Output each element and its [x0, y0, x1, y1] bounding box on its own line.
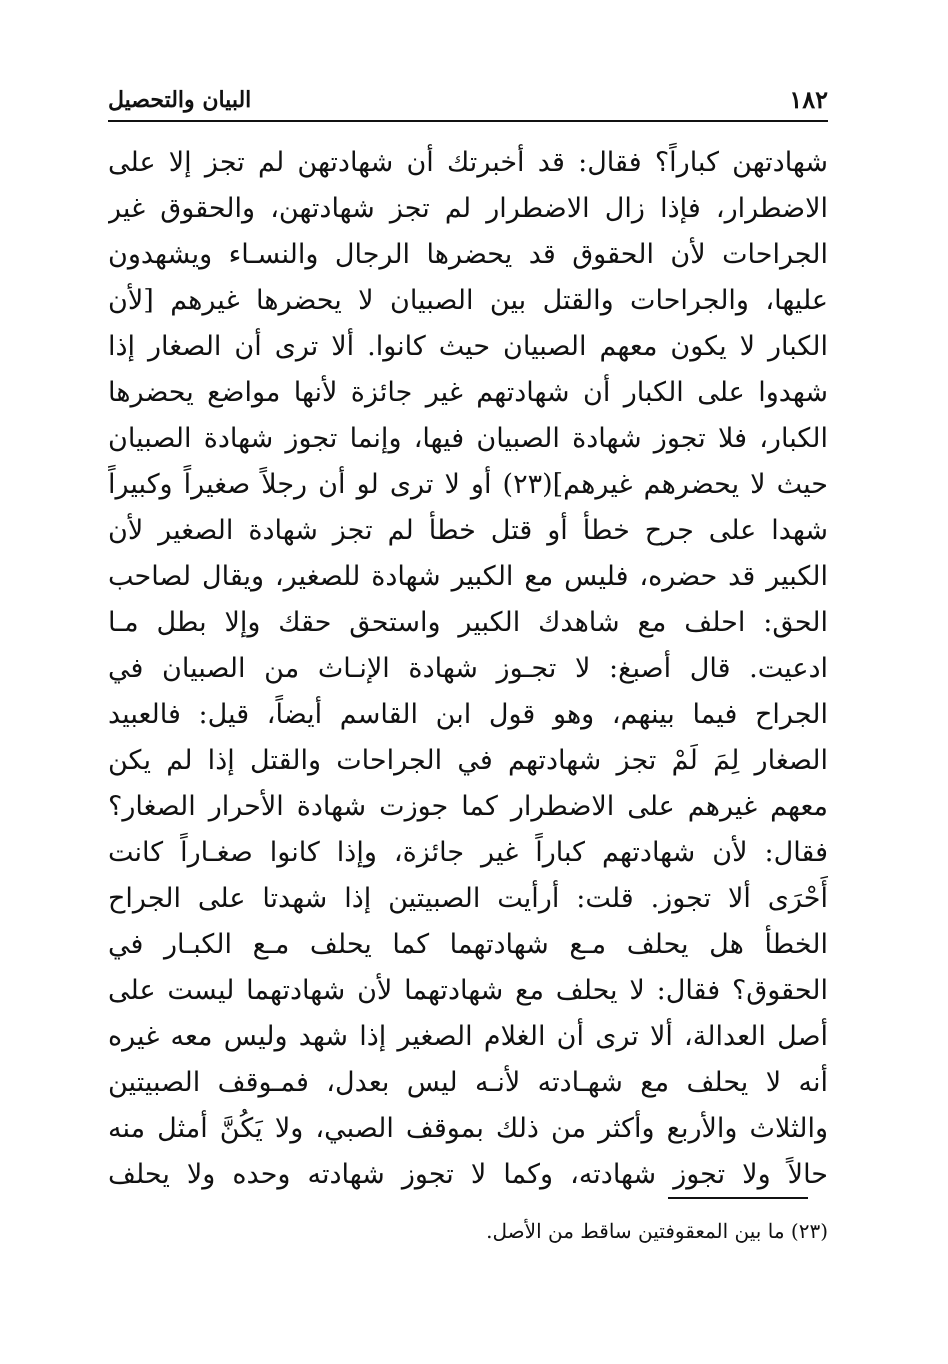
text-line: فقال: لأن شهادتهم كباراً غير جائزة، وإذا كانوا صغـاراً كانت: [108, 837, 828, 868]
footnote: (٢٣) ما بين المعقوفتين ساقط من الأصل.: [486, 1219, 828, 1243]
text-line: أصل العدالة، ألا ترى أن الغلام الصغير إذا شهد وليس معه غيره: [108, 1021, 828, 1052]
text-line: حيث لا يحضرهم غيرهم](٢٣) أو لا ترى لو أن رجلاً صغيراً وكبيراً: [108, 469, 828, 500]
text-line: شهدا على جرح خطأ أو قتل خطأ لم تجز شهادة الصغير لأن: [108, 515, 828, 546]
text-line: ادعيت. قال أصبغ: لا تجـوز شهادة الإنـاث من الصبيان في: [108, 653, 828, 684]
text-line: أنه لا يحلف مع شهـادته لأنـه ليس بعدل، فمـوقف الصبيتين: [108, 1067, 828, 1098]
footnote-rule: [668, 1197, 808, 1199]
header-rule: [108, 120, 828, 122]
text-line: الكبير قد حضره، فليس مع الكبير شهادة للصغير، ويقال لصاحب: [108, 561, 828, 592]
text-line: والثلاث والأربع وأكثر من ذلك بموقف الصبي، ولا يَكُنَّ أمثل منه: [108, 1113, 828, 1144]
text-line: حالاً ولا تجوز شهادته، وكما لا تجوز شهادته وحده ولا يحلف: [108, 1159, 828, 1190]
page-number: ١٨٢: [789, 85, 828, 114]
text-line: الخطأ هل يحلف مـع شهادتهما كما يحلف مـع الكبـار في: [108, 929, 828, 960]
text-line: الحق: احلف مع شاهدك الكبير واستحق حقك وإلا بطل مـا: [108, 607, 828, 638]
running-title: البيان والتحصيل: [108, 87, 252, 113]
text-line: الكبار، فلا تجوز شهادة الصبيان فيها، وإنما تجوز شهادة الصبيان: [108, 423, 828, 454]
body-text: [108, 140, 828, 1198]
text-line: أَحْرَى ألا تجوز. قلت: أرأيت الصبيتين إذا شهدتا على الجراح: [108, 883, 828, 914]
text-line: شهادتهن كباراً؟ فقال: قد أخبرتك أن شهادتهن لم تجز إلا على: [108, 147, 828, 178]
text-line: الصغار لِمَ لَمْ تجز شهادتهم في الجراحات والقتل إذا لم يكن: [108, 745, 828, 776]
text-line: الحقوق؟ فقال: لا يحلف مع شهادتهما لأن شهادتهما ليست على: [108, 975, 828, 1006]
text-line: معهم غيرهم على الاضطرار كما جوزت شهادة الأحرار الصغار؟: [108, 791, 828, 822]
text-line: الكبار لا يكون معهم الصبيان حيث كانوا. ألا ترى أن الصغار إذا: [108, 331, 828, 362]
page-header: [108, 84, 828, 120]
text-line: شهدوا على الكبار أن شهادتهم غير جائزة لأنها مواضع يحضرها: [108, 377, 828, 408]
text-line: عليها، والجراحات والقتل بين الصبيان لا يحضرها غيرهم [لأن: [108, 285, 828, 316]
text-line: الجراح فيما بينهم، وهو قول ابن القاسم أيضاً، قيل: فالعبيد: [108, 699, 828, 730]
text-line: الجراحات لأن الحقوق قد يحضرها الرجال والنسـاء ويشهدون: [108, 239, 828, 270]
text-line: الاضطرار، فإذا زال الاضطرار لم تجز شهادتهن، والحقوق غير: [108, 193, 828, 224]
